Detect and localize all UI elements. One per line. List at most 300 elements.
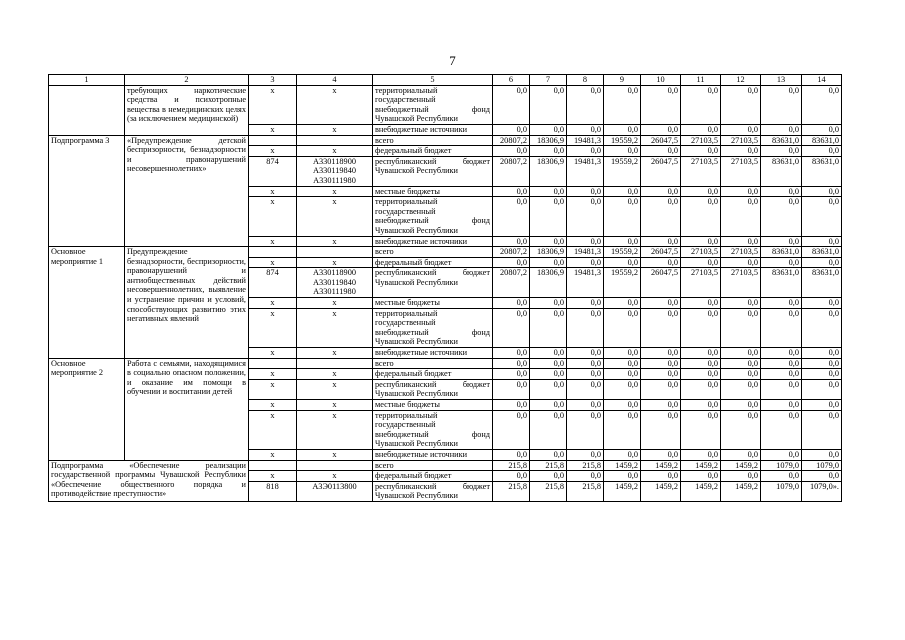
- amount-cell: 0,0: [530, 146, 567, 157]
- amount-cell: 0,0: [493, 257, 530, 268]
- amount-cell: 0,0: [802, 298, 842, 309]
- amount-cell: 26047,5: [641, 268, 681, 298]
- budget-code-cell: х: [297, 85, 373, 124]
- amount-cell: 0,0: [802, 348, 842, 359]
- amount-cell: 0,0: [681, 410, 721, 449]
- funding-source-cell: всего: [373, 135, 493, 146]
- table-header-row: [49, 75, 842, 86]
- amount-cell: 0,0: [530, 236, 567, 247]
- funding-source-cell: республиканский бюджет Чувашской Республики: [373, 481, 493, 501]
- amount-cell: 0,0: [567, 197, 604, 236]
- amount-cell: 26047,5: [641, 156, 681, 186]
- header-cell: 2: [125, 75, 249, 86]
- amount-cell: 0,0: [530, 400, 567, 411]
- amount-cell: 83631,0: [761, 135, 802, 146]
- amount-cell: 0,0: [493, 236, 530, 247]
- amount-cell: 0,0: [530, 257, 567, 268]
- amount-cell: 0,0: [681, 369, 721, 380]
- amount-cell: 20807,2: [493, 156, 530, 186]
- amount-cell: 215,8: [530, 460, 567, 471]
- funding-source-cell: местные бюджеты: [373, 186, 493, 197]
- amount-cell: 0,0: [493, 379, 530, 399]
- amount-cell: 0,0: [567, 308, 604, 347]
- amount-cell: 0,0: [761, 257, 802, 268]
- admin-code-cell: х: [249, 369, 297, 380]
- amount-cell: 0,0: [493, 410, 530, 449]
- amount-cell: 0,0: [721, 358, 761, 369]
- header-cell: 7: [530, 75, 567, 86]
- amount-cell: 215,8: [493, 460, 530, 471]
- amount-cell: 0,0: [604, 124, 641, 135]
- amount-cell: 0,0: [681, 146, 721, 157]
- amount-cell: 0,0: [604, 308, 641, 347]
- program-code-cell: Подпрограмма 3: [49, 135, 125, 247]
- amount-cell: 0,0: [681, 358, 721, 369]
- admin-code-cell: х: [249, 124, 297, 135]
- amount-cell: 0,0: [721, 471, 761, 482]
- admin-code-cell: х: [249, 186, 297, 197]
- amount-cell: 20807,2: [493, 247, 530, 258]
- amount-cell: 0,0: [641, 348, 681, 359]
- funding-source-cell: республиканский бюджет Чувашской Республики: [373, 268, 493, 298]
- amount-cell: 0,0: [681, 449, 721, 460]
- amount-cell: 83631,0: [802, 156, 842, 186]
- amount-cell: 0,0: [802, 236, 842, 247]
- amount-cell: 0,0: [604, 400, 641, 411]
- amount-cell: 0,0: [641, 410, 681, 449]
- amount-cell: 19559,2: [604, 247, 641, 258]
- admin-code-cell: х: [249, 449, 297, 460]
- budget-code-cell: х: [297, 197, 373, 236]
- admin-code-cell: х: [249, 308, 297, 347]
- amount-cell: 83631,0: [802, 247, 842, 258]
- page-number: 7: [449, 53, 456, 68]
- amount-cell: 0,0: [530, 471, 567, 482]
- amount-cell: 0,0: [493, 400, 530, 411]
- funding-source-cell: территориальный государственный внебюджетный фонд Чувашской Республики: [373, 410, 493, 449]
- amount-cell: 27103,5: [681, 135, 721, 146]
- amount-cell: 26047,5: [641, 135, 681, 146]
- admin-code-cell: х: [249, 85, 297, 124]
- header-cell: 3: [249, 75, 297, 86]
- amount-cell: 0,0: [567, 379, 604, 399]
- amount-cell: 0,0: [681, 400, 721, 411]
- admin-code-cell: х: [249, 348, 297, 359]
- header-cell: 8: [567, 75, 604, 86]
- program-title-cell: Подпрограмма «Обеспечение реализации государственной программы Чувашской Республики «Обеспечение общественного порядка и противодействие преступности»: [49, 460, 249, 501]
- budget-code-cell: х: [297, 124, 373, 135]
- amount-cell: 0,0: [567, 298, 604, 309]
- amount-cell: 0,0: [493, 358, 530, 369]
- amount-cell: 0,0: [567, 410, 604, 449]
- budget-code-cell: х: [297, 298, 373, 309]
- amount-cell: 0,0: [530, 348, 567, 359]
- amount-cell: 0,0: [681, 236, 721, 247]
- amount-cell: 0,0: [802, 186, 842, 197]
- amount-cell: 0,0: [604, 348, 641, 359]
- amount-cell: 0,0: [721, 379, 761, 399]
- amount-cell: 1459,2: [681, 460, 721, 471]
- amount-cell: 0,0: [567, 257, 604, 268]
- admin-code-cell: х: [249, 379, 297, 399]
- amount-cell: 18306,9: [530, 135, 567, 146]
- amount-cell: 0,0: [681, 471, 721, 482]
- amount-cell: 0,0: [604, 471, 641, 482]
- amount-cell: 1079,0».: [802, 481, 842, 501]
- amount-cell: 0,0: [681, 298, 721, 309]
- amount-cell: 83631,0: [761, 156, 802, 186]
- admin-code-cell: [249, 358, 297, 369]
- program-name-cell: требующих наркотические средства и психотропные вещества в немедицинских целях (за исключением медицинской): [125, 85, 249, 135]
- budget-code-cell: х: [297, 257, 373, 268]
- amount-cell: 0,0: [761, 379, 802, 399]
- amount-cell: 0,0: [567, 348, 604, 359]
- amount-cell: 0,0: [567, 471, 604, 482]
- amount-cell: 0,0: [641, 298, 681, 309]
- amount-cell: 0,0: [721, 236, 761, 247]
- amount-cell: 0,0: [604, 369, 641, 380]
- amount-cell: 1459,2: [604, 460, 641, 471]
- amount-cell: 0,0: [802, 410, 842, 449]
- amount-cell: 0,0: [530, 186, 567, 197]
- budget-code-cell: [297, 460, 373, 471]
- admin-code-cell: х: [249, 471, 297, 482]
- amount-cell: 0,0: [641, 146, 681, 157]
- amount-cell: 0,0: [493, 308, 530, 347]
- amount-cell: 1459,2: [604, 481, 641, 501]
- admin-code-cell: х: [249, 298, 297, 309]
- amount-cell: 215,8: [530, 481, 567, 501]
- amount-cell: 83631,0: [802, 135, 842, 146]
- program-name-cell: Предупреждение безнадзорности, беспризорности, правонарушений и антиобщественных действий несовершеннолетних, выявление и устранение причин и условий, способствующих развитию этих негативных явлений: [125, 247, 249, 359]
- funding-source-cell: всего: [373, 247, 493, 258]
- amount-cell: 0,0: [681, 186, 721, 197]
- amount-cell: 0,0: [567, 449, 604, 460]
- amount-cell: 27103,5: [681, 268, 721, 298]
- table-row: [49, 85, 842, 124]
- amount-cell: 18306,9: [530, 247, 567, 258]
- header-cell: 6: [493, 75, 530, 86]
- amount-cell: 0,0: [493, 449, 530, 460]
- amount-cell: 19481,3: [567, 156, 604, 186]
- amount-cell: 0,0: [761, 471, 802, 482]
- admin-code-cell: [249, 247, 297, 258]
- amount-cell: 0,0: [761, 197, 802, 236]
- table-row: [49, 460, 842, 471]
- amount-cell: 27103,5: [681, 247, 721, 258]
- amount-cell: 0,0: [721, 124, 761, 135]
- budget-code-cell: х: [297, 308, 373, 347]
- admin-code-cell: [249, 460, 297, 471]
- amount-cell: 1459,2: [681, 481, 721, 501]
- admin-code-cell: 874: [249, 156, 297, 186]
- budget-code-cell: х: [297, 186, 373, 197]
- admin-code-cell: х: [249, 410, 297, 449]
- amount-cell: 0,0: [567, 186, 604, 197]
- header-cell: 14: [802, 75, 842, 86]
- amount-cell: 0,0: [802, 124, 842, 135]
- amount-cell: 19481,3: [567, 135, 604, 146]
- budget-code-cell: [297, 358, 373, 369]
- amount-cell: 0,0: [681, 85, 721, 124]
- amount-cell: 0,0: [604, 449, 641, 460]
- amount-cell: 0,0: [761, 410, 802, 449]
- amount-cell: 0,0: [530, 308, 567, 347]
- amount-cell: 0,0: [604, 197, 641, 236]
- amount-cell: 0,0: [641, 197, 681, 236]
- amount-cell: 27103,5: [721, 135, 761, 146]
- amount-cell: 19559,2: [604, 135, 641, 146]
- amount-cell: 0,0: [493, 146, 530, 157]
- budget-code-cell: х: [297, 379, 373, 399]
- amount-cell: 0,0: [761, 124, 802, 135]
- budget-code-cell: х: [297, 348, 373, 359]
- amount-cell: 0,0: [641, 400, 681, 411]
- header-cell: 10: [641, 75, 681, 86]
- amount-cell: 27103,5: [681, 156, 721, 186]
- amount-cell: 0,0: [681, 379, 721, 399]
- amount-cell: 0,0: [721, 186, 761, 197]
- amount-cell: 0,0: [530, 358, 567, 369]
- amount-cell: 0,0: [721, 146, 761, 157]
- amount-cell: 0,0: [761, 308, 802, 347]
- amount-cell: 0,0: [721, 257, 761, 268]
- header-cell: 4: [297, 75, 373, 86]
- funding-source-cell: местные бюджеты: [373, 298, 493, 309]
- amount-cell: 0,0: [721, 308, 761, 347]
- amount-cell: 0,0: [530, 197, 567, 236]
- amount-cell: 215,8: [567, 481, 604, 501]
- admin-code-cell: [249, 135, 297, 146]
- header-cell: 5: [373, 75, 493, 86]
- amount-cell: 215,8: [493, 481, 530, 501]
- amount-cell: 0,0: [721, 197, 761, 236]
- budget-code-cell: х: [297, 471, 373, 482]
- amount-cell: 0,0: [604, 298, 641, 309]
- amount-cell: 0,0: [641, 186, 681, 197]
- amount-cell: 0,0: [802, 369, 842, 380]
- amount-cell: 0,0: [802, 85, 842, 124]
- amount-cell: 19481,3: [567, 247, 604, 258]
- amount-cell: 0,0: [641, 471, 681, 482]
- amount-cell: 0,0: [567, 85, 604, 124]
- program-code-cell: Основное мероприятие 1: [49, 247, 125, 359]
- budget-code-cell: х: [297, 369, 373, 380]
- header-cell: 9: [604, 75, 641, 86]
- amount-cell: 0,0: [604, 410, 641, 449]
- funding-source-cell: местные бюджеты: [373, 400, 493, 411]
- amount-cell: 18306,9: [530, 268, 567, 298]
- amount-cell: 19559,2: [604, 156, 641, 186]
- amount-cell: 0,0: [604, 358, 641, 369]
- admin-code-cell: 818: [249, 481, 297, 501]
- amount-cell: 0,0: [681, 257, 721, 268]
- budget-code-cell: х: [297, 449, 373, 460]
- table-row: [49, 358, 842, 369]
- funding-source-cell: внебюджетные источники: [373, 236, 493, 247]
- amount-cell: 0,0: [530, 449, 567, 460]
- table-row: [49, 247, 842, 258]
- amount-cell: 0,0: [721, 298, 761, 309]
- amount-cell: 0,0: [761, 298, 802, 309]
- admin-code-cell: х: [249, 257, 297, 268]
- amount-cell: 0,0: [641, 358, 681, 369]
- amount-cell: 0,0: [721, 369, 761, 380]
- amount-cell: 0,0: [530, 410, 567, 449]
- budget-code-cell: А330118900 А330119840 А330111980: [297, 156, 373, 186]
- amount-cell: 27103,5: [721, 268, 761, 298]
- funding-source-cell: федеральный бюджет: [373, 257, 493, 268]
- amount-cell: 0,0: [641, 369, 681, 380]
- funding-source-cell: республиканский бюджет Чувашской Республики: [373, 156, 493, 186]
- amount-cell: 19559,2: [604, 268, 641, 298]
- amount-cell: 20807,2: [493, 268, 530, 298]
- funding-source-cell: территориальный государственный внебюджетный фонд Чувашской Республики: [373, 308, 493, 347]
- amount-cell: 1079,0: [761, 460, 802, 471]
- funding-source-cell: внебюджетные источники: [373, 124, 493, 135]
- amount-cell: 0,0: [802, 146, 842, 157]
- amount-cell: 0,0: [761, 236, 802, 247]
- funding-source-cell: территориальный государственный внебюджетный фонд Чувашской Республики: [373, 197, 493, 236]
- amount-cell: 0,0: [641, 449, 681, 460]
- amount-cell: 0,0: [493, 124, 530, 135]
- program-name-cell: «Предупреждение детской беспризорности, безнадзорности и правонарушений несовершеннолетних»: [125, 135, 249, 247]
- amount-cell: 0,0: [641, 379, 681, 399]
- amount-cell: 0,0: [802, 308, 842, 347]
- budget-code-cell: [297, 135, 373, 146]
- amount-cell: 0,0: [802, 400, 842, 411]
- amount-cell: 0,0: [493, 85, 530, 124]
- amount-cell: 0,0: [604, 236, 641, 247]
- funding-source-cell: республиканский бюджет Чувашской Республики: [373, 379, 493, 399]
- amount-cell: 0,0: [802, 471, 842, 482]
- program-code-cell: [49, 85, 125, 135]
- amount-cell: 0,0: [802, 379, 842, 399]
- budget-code-cell: х: [297, 146, 373, 157]
- amount-cell: 0,0: [761, 449, 802, 460]
- amount-cell: 0,0: [761, 369, 802, 380]
- amount-cell: 27103,5: [721, 247, 761, 258]
- amount-cell: 83631,0: [761, 268, 802, 298]
- amount-cell: 0,0: [761, 186, 802, 197]
- funding-source-cell: всего: [373, 460, 493, 471]
- amount-cell: 0,0: [802, 358, 842, 369]
- amount-cell: 0,0: [604, 257, 641, 268]
- amount-cell: 0,0: [641, 124, 681, 135]
- table-row: [49, 135, 842, 146]
- amount-cell: 0,0: [681, 348, 721, 359]
- amount-cell: 83631,0: [761, 247, 802, 258]
- amount-cell: 0,0: [567, 124, 604, 135]
- amount-cell: 1079,0: [802, 460, 842, 471]
- funding-source-cell: внебюджетные источники: [373, 348, 493, 359]
- program-code-cell: Основное мероприятие 2: [49, 358, 125, 460]
- amount-cell: 0,0: [641, 236, 681, 247]
- budget-code-cell: х: [297, 236, 373, 247]
- budget-table: [48, 74, 842, 502]
- amount-cell: 0,0: [567, 358, 604, 369]
- amount-cell: 0,0: [604, 186, 641, 197]
- admin-code-cell: х: [249, 236, 297, 247]
- amount-cell: 83631,0: [802, 268, 842, 298]
- budget-code-cell: х: [297, 410, 373, 449]
- amount-cell: 215,8: [567, 460, 604, 471]
- amount-cell: 0,0: [802, 257, 842, 268]
- budget-code-cell: [297, 247, 373, 258]
- admin-code-cell: 874: [249, 268, 297, 298]
- amount-cell: 0,0: [604, 146, 641, 157]
- amount-cell: 0,0: [530, 379, 567, 399]
- amount-cell: 0,0: [721, 85, 761, 124]
- amount-cell: 1459,2: [721, 481, 761, 501]
- amount-cell: 0,0: [604, 379, 641, 399]
- amount-cell: 0,0: [761, 348, 802, 359]
- amount-cell: 0,0: [721, 348, 761, 359]
- amount-cell: 0,0: [567, 146, 604, 157]
- amount-cell: 0,0: [604, 85, 641, 124]
- budget-code-cell: А3Э0113800: [297, 481, 373, 501]
- admin-code-cell: х: [249, 146, 297, 157]
- amount-cell: 0,0: [802, 197, 842, 236]
- amount-cell: 1459,2: [641, 481, 681, 501]
- amount-cell: 26047,5: [641, 247, 681, 258]
- amount-cell: 0,0: [567, 369, 604, 380]
- funding-source-cell: федеральный бюджет: [373, 146, 493, 157]
- amount-cell: 1459,2: [721, 460, 761, 471]
- amount-cell: 0,0: [681, 197, 721, 236]
- funding-source-cell: внебюджетные источники: [373, 449, 493, 460]
- amount-cell: 0,0: [493, 186, 530, 197]
- amount-cell: 0,0: [721, 410, 761, 449]
- amount-cell: 0,0: [530, 369, 567, 380]
- amount-cell: 27103,5: [721, 156, 761, 186]
- amount-cell: 0,0: [493, 369, 530, 380]
- header-cell: 11: [681, 75, 721, 86]
- amount-cell: 0,0: [530, 85, 567, 124]
- amount-cell: 0,0: [493, 197, 530, 236]
- amount-cell: 19481,3: [567, 268, 604, 298]
- amount-cell: 0,0: [761, 400, 802, 411]
- funding-source-cell: всего: [373, 358, 493, 369]
- amount-cell: 1459,2: [641, 460, 681, 471]
- amount-cell: 0,0: [681, 308, 721, 347]
- amount-cell: 0,0: [761, 358, 802, 369]
- amount-cell: 0,0: [493, 348, 530, 359]
- admin-code-cell: х: [249, 400, 297, 411]
- funding-source-cell: федеральный бюджет: [373, 369, 493, 380]
- amount-cell: 20807,2: [493, 135, 530, 146]
- header-cell: 1: [49, 75, 125, 86]
- amount-cell: 0,0: [681, 124, 721, 135]
- program-name-cell: Работа с семьями, находящимися в социально опасном положении, и оказание им помощи в обучении и воспитании детей: [125, 358, 249, 460]
- amount-cell: 0,0: [721, 449, 761, 460]
- amount-cell: 0,0: [721, 400, 761, 411]
- amount-cell: 0,0: [567, 400, 604, 411]
- funding-source-cell: территориальный государственный внебюджетный фонд Чувашской Республики: [373, 85, 493, 124]
- admin-code-cell: х: [249, 197, 297, 236]
- funding-source-cell: федеральный бюджет: [373, 471, 493, 482]
- amount-cell: 0,0: [761, 85, 802, 124]
- amount-cell: 0,0: [530, 298, 567, 309]
- amount-cell: 18306,9: [530, 156, 567, 186]
- budget-code-cell: А330118900 А330119840 А330111980: [297, 268, 373, 298]
- amount-cell: 0,0: [641, 85, 681, 124]
- amount-cell: 0,0: [641, 257, 681, 268]
- amount-cell: 0,0: [530, 124, 567, 135]
- amount-cell: 0,0: [493, 298, 530, 309]
- amount-cell: 0,0: [802, 449, 842, 460]
- budget-code-cell: х: [297, 400, 373, 411]
